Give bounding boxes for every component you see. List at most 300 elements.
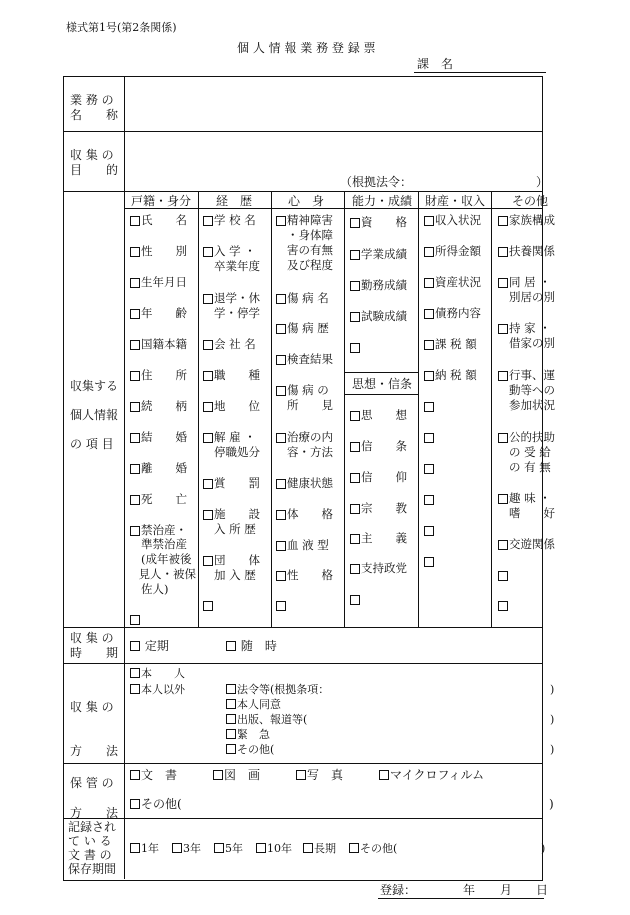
checkbox-icon[interactable] (424, 247, 434, 257)
checkbox-icon[interactable] (130, 464, 140, 474)
item-option[interactable] (203, 399, 269, 413)
checkbox-icon[interactable] (350, 250, 360, 260)
item-option (203, 259, 269, 273)
item-label: 入 所 歴 (214, 522, 256, 536)
checkbox-icon[interactable] (276, 216, 286, 226)
col-header-other: その他 (512, 194, 549, 208)
item-option[interactable] (350, 470, 416, 484)
checkbox-icon[interactable] (203, 216, 213, 226)
method-other2-close: ) (550, 743, 555, 756)
checkbox-icon[interactable] (350, 534, 360, 544)
col-header-career: 経 歴 (216, 194, 253, 208)
item-label: 学・停学 (214, 306, 260, 320)
checkbox-icon[interactable] (203, 340, 213, 350)
item-label: 続 柄 (141, 399, 187, 413)
item-option[interactable] (203, 507, 269, 521)
checkbox-icon[interactable] (276, 510, 286, 520)
basis-law-close: ） (536, 175, 549, 189)
checkbox-icon[interactable] (424, 402, 434, 412)
item-option[interactable] (203, 337, 269, 351)
retention-other-option[interactable]: その他( (349, 843, 397, 854)
checkbox-icon[interactable] (379, 770, 389, 780)
item-option[interactable] (424, 337, 490, 351)
item-option[interactable] (130, 244, 196, 258)
item-option[interactable] (498, 275, 564, 289)
checkbox-icon[interactable] (350, 343, 360, 353)
checkbox-icon[interactable] (424, 340, 434, 350)
checkbox-icon[interactable] (130, 340, 140, 350)
registered-day: 日 (536, 883, 549, 897)
row-divider (64, 663, 542, 664)
method-other2-option[interactable]: その他( (226, 744, 274, 755)
item-option[interactable] (130, 399, 196, 413)
item-option[interactable] (498, 491, 564, 505)
item-option[interactable] (424, 399, 490, 412)
checkbox-icon[interactable] (350, 595, 360, 605)
item-option[interactable] (203, 368, 269, 382)
item-label: 傷 病 歴 (287, 321, 329, 335)
section-name-line (414, 72, 546, 73)
checkbox-icon[interactable] (350, 442, 360, 452)
col-divider (491, 192, 492, 627)
checkbox-icon[interactable] (226, 684, 236, 694)
col-header-assets: 財産・収入 (425, 194, 486, 208)
label-column-divider (124, 77, 125, 879)
item-label: 容・方法 (287, 445, 333, 459)
checkbox-icon[interactable] (424, 371, 434, 381)
storage-other-close: ) (549, 797, 554, 811)
item-label: 公的扶助 (509, 430, 555, 444)
item-label: 動等への (509, 383, 555, 397)
item-option[interactable] (276, 291, 342, 305)
item-label: 害の有無 (287, 243, 333, 257)
method-publication-option[interactable]: 出版、報道等( (226, 714, 307, 725)
item-option[interactable] (498, 598, 564, 611)
item-option[interactable] (203, 476, 269, 490)
item-label: 卒業年度 (214, 259, 260, 273)
item-label: 宗 教 (361, 501, 407, 515)
item-label: 資 格 (361, 215, 407, 229)
checkbox-icon[interactable] (350, 473, 360, 483)
item-option (498, 398, 564, 412)
checkbox-icon[interactable] (203, 371, 213, 381)
item-option[interactable] (424, 430, 490, 443)
item-label: 主 義 (361, 531, 407, 545)
method-other-option[interactable]: 本人以外 (130, 684, 185, 695)
item-label: 納 税 額 (435, 368, 477, 382)
checkbox-icon[interactable] (276, 324, 286, 334)
item-label: 行事、運 (509, 368, 555, 382)
checkbox-icon[interactable] (350, 281, 360, 291)
retention-other-close: ) (541, 842, 546, 855)
checkbox-icon[interactable] (498, 601, 508, 611)
checkbox-icon[interactable] (498, 278, 508, 288)
item-label: 会 社 名 (214, 337, 256, 351)
item-label: 債務内容 (435, 306, 481, 320)
item-label: 信 仰 (361, 470, 407, 484)
item-option[interactable] (424, 306, 490, 320)
checkbox-icon[interactable] (498, 216, 508, 226)
item-option (498, 383, 564, 397)
checkbox-icon[interactable] (350, 564, 360, 574)
item-label: 収入状況 (435, 213, 481, 227)
item-option[interactable] (498, 321, 564, 335)
item-label: 性 別 (141, 244, 187, 258)
item-label: 精神障害 (287, 213, 333, 227)
checkbox-icon[interactable] (276, 433, 286, 443)
storage-microfilm-option[interactable]: マイクロフィルム (379, 769, 484, 781)
item-option[interactable] (203, 213, 269, 227)
item-option[interactable] (498, 213, 564, 227)
item-option[interactable] (498, 430, 564, 444)
item-option[interactable] (203, 430, 269, 444)
col-header-ability: 能力・成績 (352, 194, 413, 208)
retention-label: 記録され て い る 文 書 の 保存期間 (68, 820, 117, 876)
item-option[interactable] (276, 430, 342, 444)
item-option (276, 398, 342, 412)
checkbox-icon[interactable] (130, 668, 140, 678)
item-label: 住 所 (141, 368, 187, 382)
item-option[interactable] (498, 244, 564, 258)
item-label: 年 齢 (141, 306, 187, 320)
col-header-family: 戸籍・身分 (131, 194, 192, 208)
checkbox-icon[interactable] (498, 433, 508, 443)
belief-subheader: 思想・信条 (352, 377, 413, 391)
method-urgent-option[interactable]: 緊 急 (226, 729, 270, 740)
item-option[interactable] (276, 598, 342, 611)
item-option[interactable] (276, 383, 342, 397)
item-label: 賞 罰 (214, 476, 260, 490)
checkbox-icon[interactable] (424, 278, 434, 288)
checkbox-icon[interactable] (130, 495, 140, 505)
checkbox-icon[interactable] (203, 247, 213, 257)
item-label: 所 見 (287, 398, 333, 412)
row-divider (64, 191, 542, 192)
row-divider (64, 131, 542, 132)
item-option[interactable] (350, 215, 416, 229)
item-label: 停職処分 (214, 445, 260, 459)
item-option[interactable] (424, 244, 490, 258)
item-label: の 有 無 (509, 460, 551, 474)
checkbox-icon[interactable] (203, 601, 213, 611)
item-label: 趣 味 ・ (509, 491, 551, 505)
item-label: 交遊関係 (509, 537, 555, 551)
item-label: 借家の別 (509, 336, 555, 350)
form-number: 様式第1号(第2条関係) (66, 21, 177, 34)
checkbox-icon[interactable] (203, 479, 213, 489)
item-label: 嗜 好 (509, 506, 555, 520)
item-option[interactable] (203, 291, 269, 305)
item-option[interactable] (350, 278, 416, 292)
checkbox-icon[interactable] (256, 843, 266, 853)
item-option[interactable] (203, 244, 269, 258)
checkbox-icon[interactable] (214, 843, 224, 853)
item-option[interactable] (350, 340, 416, 353)
business-name-label: 業 務 の 名 称 (70, 93, 119, 122)
item-label: 解 雇 ・ (214, 430, 256, 444)
item-label: 及び程度 (287, 258, 333, 272)
storage-drawing-option[interactable]: 図 画 (213, 769, 260, 781)
item-option (203, 445, 269, 459)
item-option[interactable] (130, 523, 196, 537)
registered-underline (378, 898, 544, 899)
retention-3y-option[interactable]: 3年 (172, 843, 201, 854)
checkbox-icon[interactable] (130, 684, 140, 694)
checkbox-icon[interactable] (276, 355, 286, 365)
checkbox-icon[interactable] (130, 526, 140, 536)
item-option[interactable] (424, 523, 490, 536)
item-label: 同 居 ・ (509, 275, 551, 289)
item-option[interactable] (424, 461, 490, 474)
checkbox-icon[interactable] (203, 510, 213, 520)
item-option (276, 243, 342, 257)
item-option[interactable] (130, 430, 196, 444)
item-label: 扶養関係 (509, 244, 555, 258)
item-label: 離 婚 (141, 461, 187, 475)
item-label: 入 学 ・ (214, 244, 256, 258)
checkbox-icon[interactable] (226, 744, 236, 754)
item-label: 国籍本籍 (141, 337, 187, 351)
checkbox-icon[interactable] (424, 526, 434, 536)
retention-1y-option[interactable]: 1年 (130, 843, 159, 854)
item-option (203, 568, 269, 582)
col-divider (418, 192, 419, 627)
storage-other-option[interactable]: その他( (130, 798, 182, 810)
item-option (130, 537, 196, 551)
item-option[interactable] (276, 476, 342, 490)
item-label: 参加状況 (509, 398, 555, 412)
checkbox-icon[interactable] (130, 309, 140, 319)
checkbox-icon[interactable] (130, 402, 140, 412)
item-option[interactable] (130, 306, 196, 320)
item-label: 血 液 型 (287, 538, 329, 552)
item-option[interactable] (130, 612, 196, 625)
checkbox-icon[interactable] (130, 247, 140, 257)
checkbox-icon[interactable] (296, 770, 306, 780)
item-label: 勤務成績 (361, 278, 407, 292)
item-label: 性 格 (287, 568, 333, 582)
item-label: 退学・休 (214, 291, 260, 305)
item-label: 佐人) (141, 582, 169, 596)
storage-document-option[interactable]: 文 書 (130, 769, 177, 781)
item-option[interactable] (350, 592, 416, 605)
item-label: 見人・被保 (138, 567, 196, 581)
checkbox-icon[interactable] (226, 699, 236, 709)
item-option[interactable] (350, 247, 416, 261)
checkbox-icon[interactable] (498, 494, 508, 504)
checkbox-icon[interactable] (203, 402, 213, 412)
item-label: 別居の別 (509, 290, 555, 304)
item-label: 支持政党 (361, 561, 407, 575)
checkbox-icon[interactable] (424, 495, 434, 505)
checkbox-icon[interactable] (498, 371, 508, 381)
checkbox-icon[interactable] (130, 641, 140, 651)
header-row-divider (125, 208, 542, 209)
method-publication-close: ) (550, 713, 555, 726)
item-option (498, 336, 564, 350)
item-label: 団 体 (214, 553, 260, 567)
item-label: の 受 給 (509, 445, 551, 459)
item-option[interactable] (130, 213, 196, 227)
checkbox-icon[interactable] (276, 479, 286, 489)
item-option (498, 506, 564, 520)
checkbox-icon[interactable] (203, 433, 213, 443)
item-option[interactable] (276, 352, 342, 366)
checkbox-icon[interactable] (424, 216, 434, 226)
item-option[interactable] (276, 507, 342, 521)
item-option[interactable] (424, 492, 490, 505)
retention-10y-option[interactable]: 10年 (256, 843, 292, 854)
item-label: 傷 病 名 (287, 291, 329, 305)
checkbox-icon[interactable] (172, 843, 182, 853)
item-option[interactable] (203, 598, 269, 611)
item-option[interactable] (498, 537, 564, 551)
item-option[interactable] (350, 501, 416, 515)
checkbox-icon[interactable] (498, 540, 508, 550)
item-option[interactable] (350, 309, 416, 323)
item-option[interactable] (130, 337, 196, 351)
checkbox-icon[interactable] (226, 714, 236, 724)
item-option[interactable] (276, 568, 342, 582)
method-law-close: ) (550, 683, 555, 696)
checkbox-icon[interactable] (424, 464, 434, 474)
row-divider (64, 818, 542, 819)
checkbox-icon[interactable] (203, 294, 213, 304)
item-option[interactable] (130, 275, 196, 289)
item-label: 治療の内 (287, 430, 333, 444)
item-option[interactable] (424, 275, 490, 289)
item-option[interactable] (424, 368, 490, 382)
checkbox-icon[interactable] (213, 770, 223, 780)
checkbox-icon[interactable] (130, 216, 140, 226)
storage-photo-option[interactable]: 写 真 (296, 769, 343, 781)
checkbox-icon[interactable] (350, 312, 360, 322)
checkbox-icon[interactable] (303, 843, 313, 853)
item-label: 準禁治産 (141, 537, 187, 551)
col-divider (198, 192, 199, 627)
checkbox-icon[interactable] (424, 557, 434, 567)
checkbox-icon[interactable] (130, 843, 140, 853)
method-label: 収 集 の 方 法 (70, 700, 119, 758)
item-option[interactable] (350, 439, 416, 453)
item-option[interactable] (276, 213, 342, 227)
item-label: 施 設 (214, 507, 260, 521)
checkbox-icon[interactable] (130, 371, 140, 381)
item-option[interactable] (130, 461, 196, 475)
item-option (203, 306, 269, 320)
item-label: 体 格 (287, 507, 333, 521)
item-option[interactable] (424, 213, 490, 227)
timing-label: 収 集 の 時 期 (70, 631, 119, 660)
item-option[interactable] (350, 408, 416, 422)
item-option[interactable] (130, 492, 196, 506)
checkbox-icon[interactable] (276, 294, 286, 304)
item-option (498, 460, 564, 474)
checkbox-icon[interactable] (276, 601, 286, 611)
item-option (130, 567, 196, 581)
checkbox-icon[interactable] (276, 571, 286, 581)
method-consent-option[interactable]: 本人同意 (226, 699, 281, 710)
item-option[interactable] (203, 553, 269, 567)
checkbox-icon[interactable] (130, 770, 140, 780)
item-label: 職 種 (214, 368, 260, 382)
item-label: 地 位 (214, 399, 260, 413)
item-option[interactable] (276, 321, 342, 335)
item-label: 学 校 名 (214, 213, 256, 227)
item-option (498, 290, 564, 304)
checkbox-icon[interactable] (498, 324, 508, 334)
item-option[interactable] (498, 368, 564, 382)
checkbox-icon[interactable] (203, 556, 213, 566)
checkbox-icon[interactable] (349, 843, 359, 853)
checkbox-icon[interactable] (130, 799, 140, 809)
checkbox-icon[interactable] (226, 641, 236, 651)
basis-law-label: （根拠法令： (340, 175, 413, 189)
item-option (276, 258, 342, 272)
item-option (130, 582, 196, 596)
items-label: 収集する 個人情報 の 項 目 (70, 379, 119, 451)
item-option (498, 445, 564, 459)
checkbox-icon[interactable] (276, 386, 286, 396)
item-label: 禁治産・ (141, 523, 187, 537)
checkbox-icon[interactable] (498, 571, 508, 581)
page-title: 個 人 情 報 業 務 登 録 票 (237, 41, 376, 55)
col-header-mind-body: 心 身 (288, 194, 325, 208)
checkbox-icon[interactable] (350, 411, 360, 421)
item-option (203, 522, 269, 536)
checkbox-icon[interactable] (130, 615, 140, 625)
item-option[interactable] (276, 538, 342, 552)
item-option[interactable] (498, 568, 564, 581)
item-label: ・身体障 (287, 228, 333, 242)
col-divider (344, 192, 345, 627)
item-label: 加 入 歴 (214, 568, 256, 582)
item-option[interactable] (130, 368, 196, 382)
checkbox-icon[interactable] (350, 504, 360, 514)
checkbox-icon[interactable] (130, 433, 140, 443)
item-label: 思 想 (361, 408, 407, 422)
timing-regular-option[interactable]: 定期 (130, 640, 169, 652)
item-label: 生年月日 (141, 275, 187, 289)
retention-5y-option[interactable]: 5年 (214, 843, 243, 854)
checkbox-icon[interactable] (350, 218, 360, 228)
row-divider (64, 763, 542, 764)
method-law-option[interactable]: 法令等(根拠条項： (226, 684, 329, 695)
checkbox-icon[interactable] (498, 247, 508, 257)
timing-anytime-option[interactable]: 随 時 (226, 640, 277, 652)
item-label: 氏 名 (141, 213, 187, 227)
item-option[interactable] (350, 531, 416, 545)
checkbox-icon[interactable] (226, 729, 236, 739)
registered-month: 月 (500, 883, 513, 897)
item-option[interactable] (424, 554, 490, 567)
checkbox-icon[interactable] (130, 278, 140, 288)
registered-year: 年 (463, 883, 476, 897)
item-option (276, 228, 342, 242)
subheader-divider (345, 372, 418, 373)
checkbox-icon[interactable] (276, 541, 286, 551)
checkbox-icon[interactable] (424, 309, 434, 319)
item-label: 傷 病 の (287, 383, 329, 397)
retention-long-option[interactable]: 長期 (303, 843, 336, 854)
subheader-divider (345, 394, 418, 395)
item-option[interactable] (350, 561, 416, 575)
section-name-label: 課 名 (417, 57, 454, 71)
item-label: 死 亡 (141, 492, 187, 506)
checkbox-icon[interactable] (424, 433, 434, 443)
method-self-option[interactable]: 本 人 (130, 668, 185, 679)
item-label: 学業成績 (361, 247, 407, 261)
